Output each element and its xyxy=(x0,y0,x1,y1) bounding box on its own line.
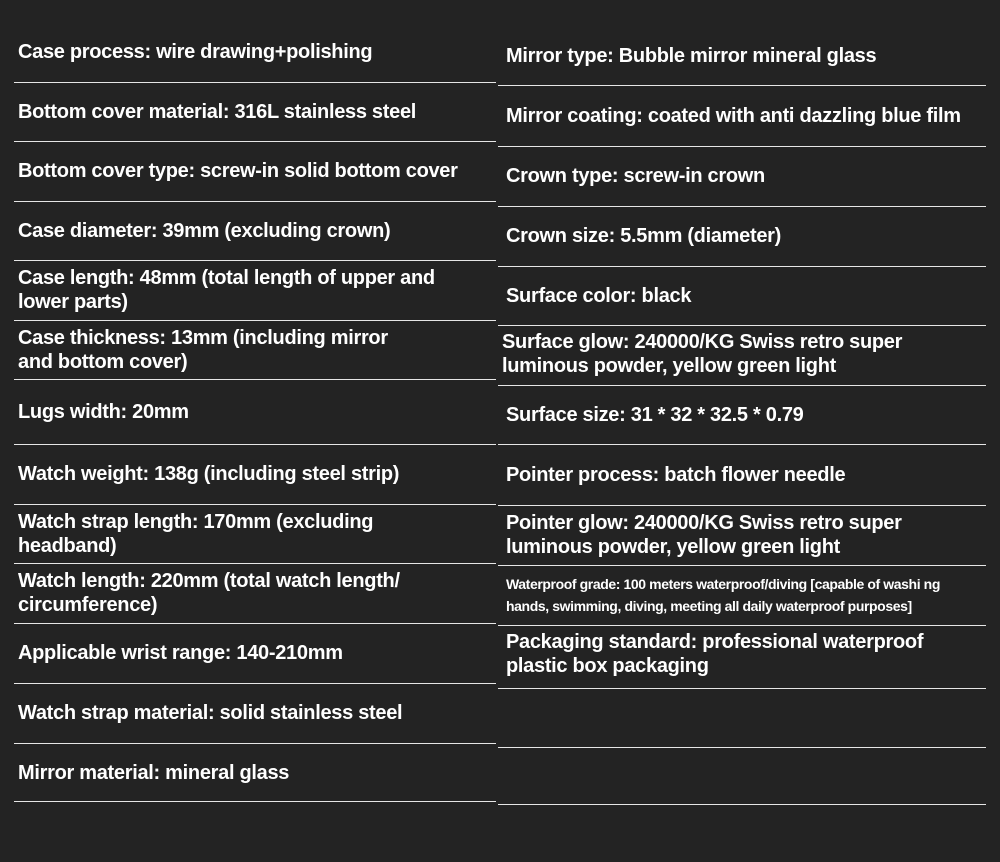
spec-case-diameter: Case diameter: 39mm (excluding crown) xyxy=(18,220,391,242)
row-divider xyxy=(14,260,496,261)
spec-surface-glow: Surface glow: 240000/KG Swiss retro super luminous powder, yellow green light xyxy=(502,331,903,377)
spec-lugs-width: Lugs width: 20mm xyxy=(18,401,189,423)
row-divider xyxy=(498,747,986,748)
spec-pointer-process: Pointer process: batch flower needle xyxy=(506,464,846,486)
row-divider xyxy=(14,743,496,744)
spec-waterproof-grade: Waterproof grade: 100 meters waterproof/diving [capable of washi ng hands, swimming, diving, meeting all daily waterproof purposes] xyxy=(506,576,940,614)
spec-case-thickness: Case thickness: 13mm (including mirror and bottom cover) xyxy=(18,327,388,373)
row-divider xyxy=(14,683,496,684)
row-divider xyxy=(498,206,986,207)
spec-packaging-standard: Packaging standard: professional waterproof plastic box packaging xyxy=(506,631,924,677)
spec-case-process: Case process: wire drawing+polishing xyxy=(18,41,373,63)
spec-pointer-glow: Pointer glow: 240000/KG Swiss retro super luminous powder, yellow green light xyxy=(506,512,902,558)
spec-mirror-type: Mirror type: Bubble mirror mineral glass xyxy=(506,45,877,67)
spec-applicable-wrist-range: Applicable wrist range: 140-210mm xyxy=(18,642,343,664)
row-divider xyxy=(14,801,496,802)
row-divider xyxy=(14,444,496,445)
row-divider xyxy=(14,379,496,380)
row-divider xyxy=(498,385,986,386)
row-divider xyxy=(14,201,496,202)
row-divider xyxy=(498,146,986,147)
row-divider xyxy=(498,804,986,805)
row-divider xyxy=(14,563,496,564)
spec-crown-type: Crown type: screw-in crown xyxy=(506,165,765,187)
row-divider xyxy=(14,82,496,83)
row-divider xyxy=(14,141,496,142)
spec-watch-weight: Watch weight: 138g (including steel strip) xyxy=(18,463,400,485)
row-divider xyxy=(14,320,496,321)
spec-mirror-coating: Mirror coating: coated with anti dazzling blue film xyxy=(506,105,961,127)
spec-bottom-cover-type: Bottom cover type: screw-in solid bottom cover xyxy=(18,160,458,182)
row-divider xyxy=(498,266,986,267)
spec-watch-length: Watch length: 220mm (total watch length/ circumference) xyxy=(18,570,400,616)
row-divider xyxy=(498,444,986,445)
spec-watch-strap-material: Watch strap material: solid stainless steel xyxy=(18,702,403,724)
spec-crown-size: Crown size: 5.5mm (diameter) xyxy=(506,225,782,247)
row-divider xyxy=(14,504,496,505)
spec-watch-strap-length: Watch strap length: 170mm (excluding headband) xyxy=(18,511,374,557)
spec-surface-size: Surface size: 31 * 32 * 32.5 * 0.79 xyxy=(506,404,804,426)
row-divider xyxy=(498,85,986,86)
spec-bottom-cover-material: Bottom cover material: 316L stainless steel xyxy=(18,101,417,123)
spec-mirror-material: Mirror material: mineral glass xyxy=(18,762,290,784)
spec-surface-color: Surface color: black xyxy=(506,285,692,307)
row-divider xyxy=(14,623,496,624)
spec-case-length: Case length: 48mm (total length of upper and lower parts) xyxy=(18,267,435,313)
row-divider xyxy=(498,688,986,689)
